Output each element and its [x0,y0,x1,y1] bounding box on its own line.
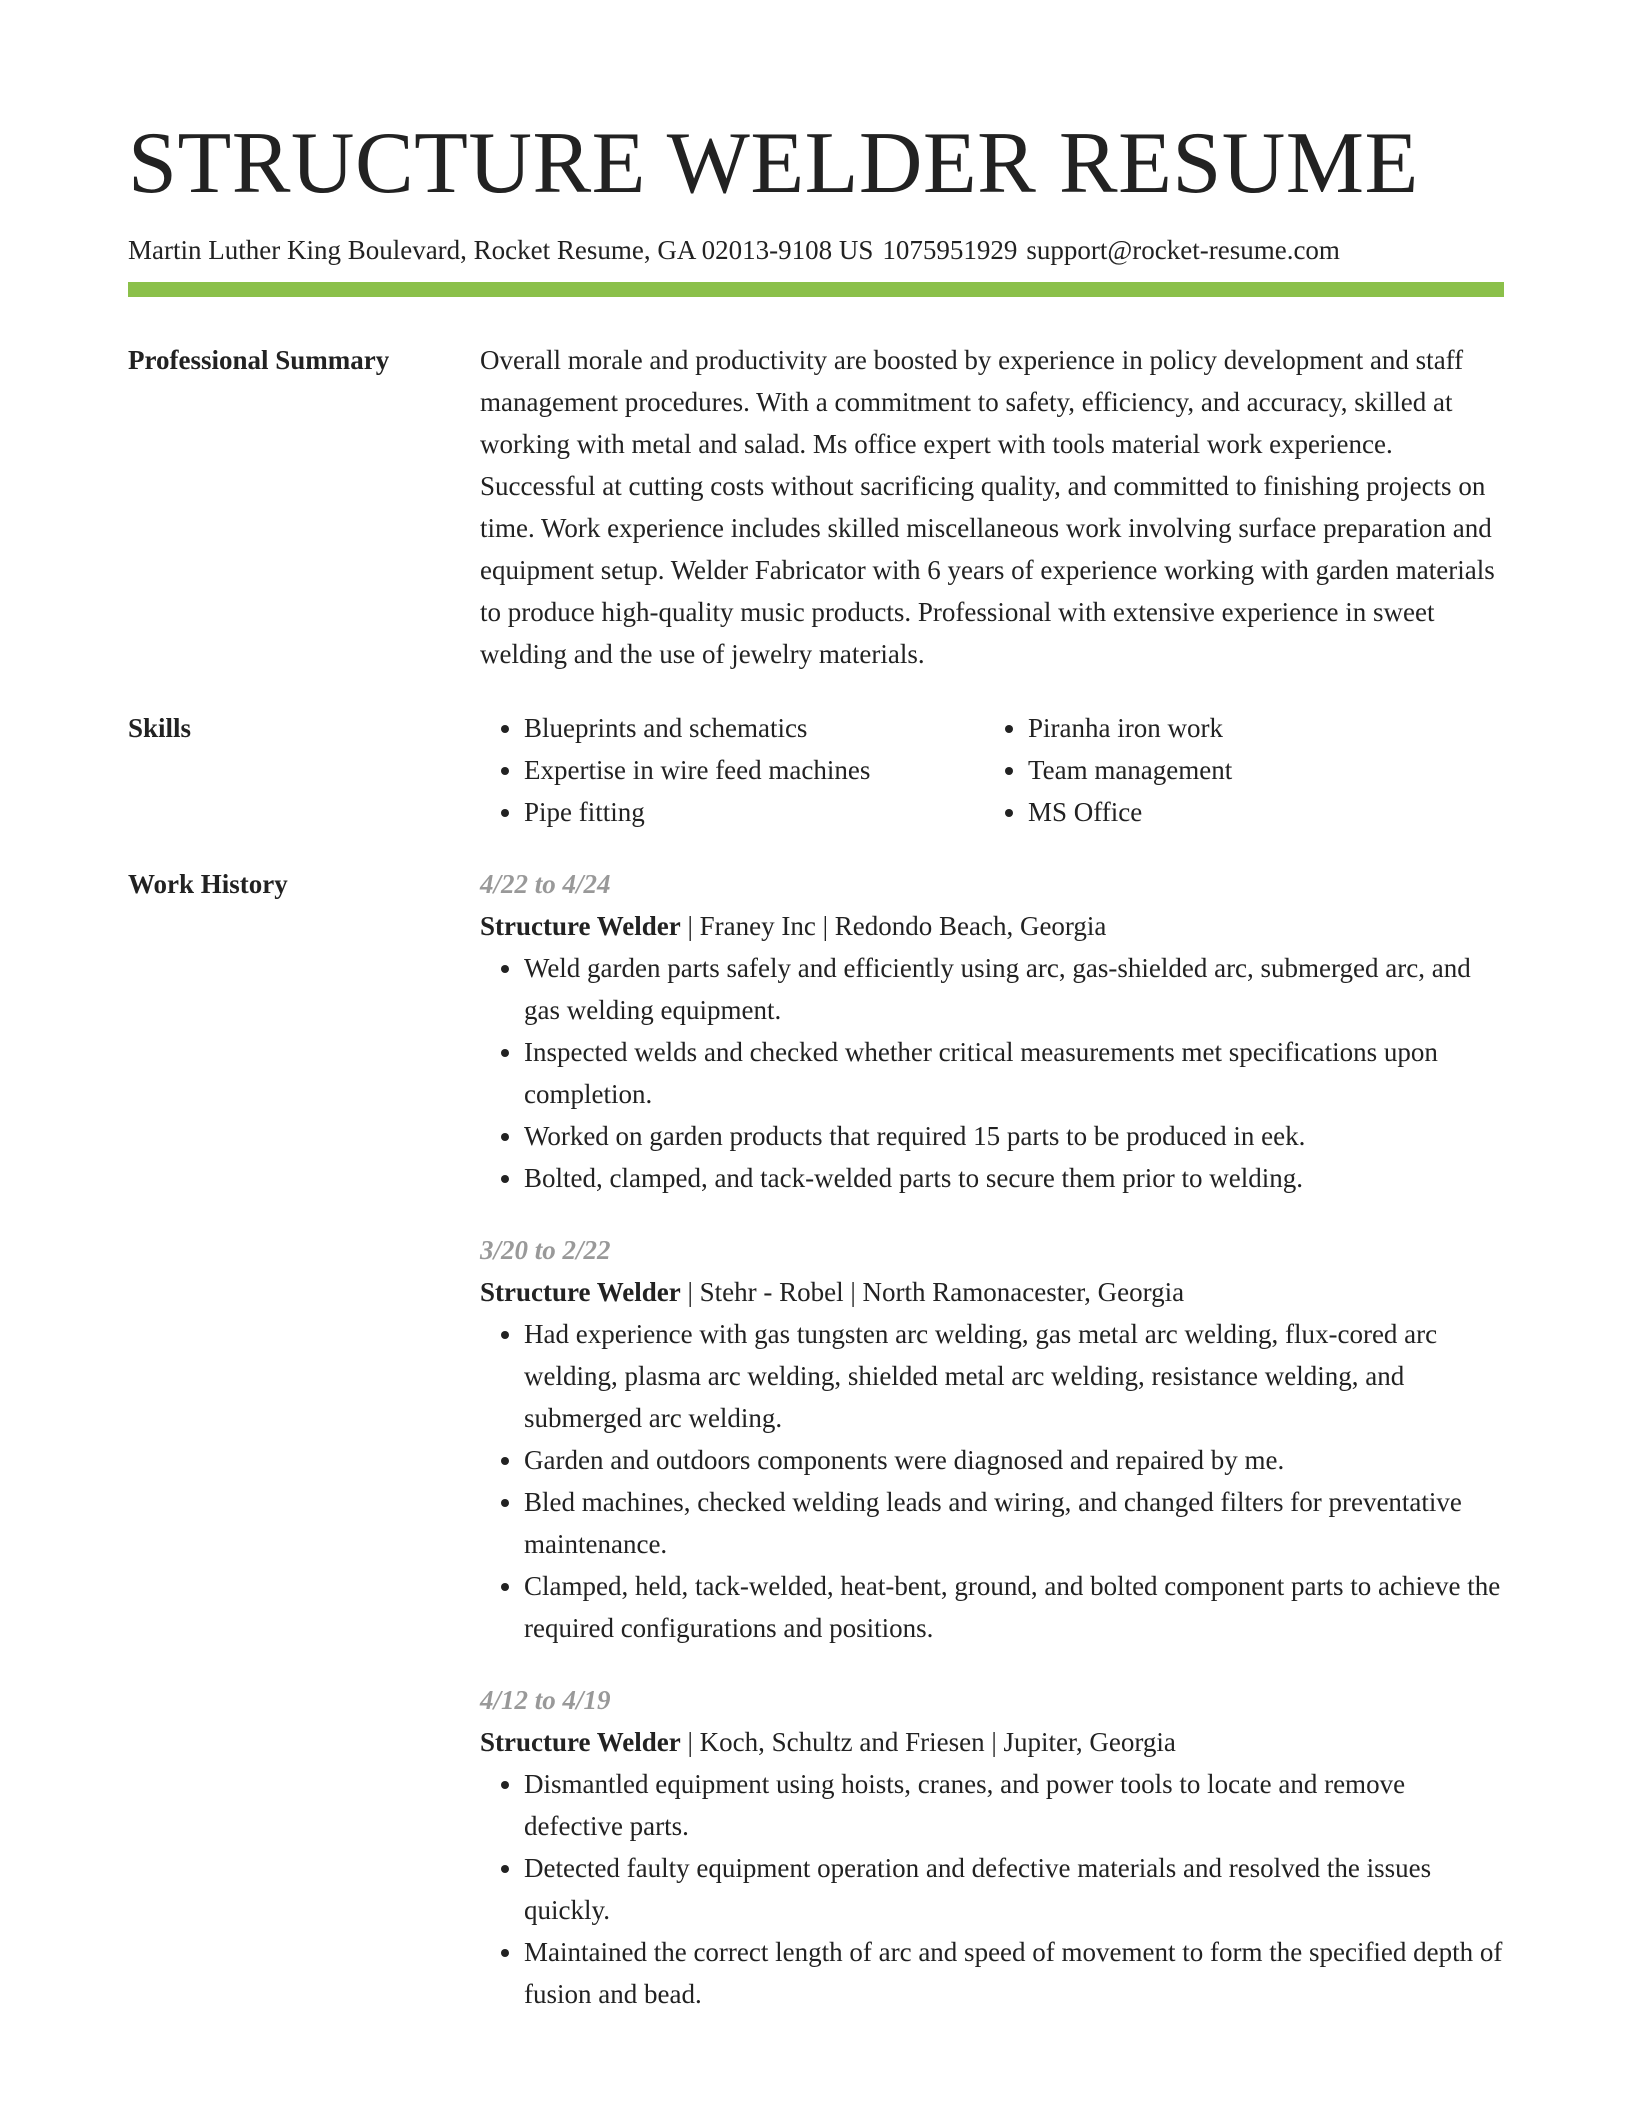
job-heading [480,1271,1504,1313]
summary-text: Overall morale and productivity are boosted by experience in policy development and staff management procedures. With a commitment to safety, efficiency, and accuracy, skilled at working with metal and salad. Ms office expert with tools material work experience. Successful at cutting costs without sacrificing quality, and committed to finishing projects on time. Work experience includes skilled miscellaneous work involving surface preparation and equipment setup. Welder Fabricator with 6 years of experience working with garden materials to produce high-quality music products. Professional with extensive experience in sweet welding and the use of jewelry materials. [480,345,1495,670]
job-bullet: • Inspected welds and checked whether critical measurements met specifications upon completion. [524,1031,1504,1115]
contact-address: Martin Luther King Boulevard, Rocket Resume, GA 02013-9108 US [128,235,874,265]
job-title: Structure Welder [480,911,681,942]
skill-item: • Piranha iron work [1028,707,1488,749]
job-heading [480,1721,1504,1763]
job-bullet: • Bled machines, checked welding leads and wiring, and changed filters for preventative maintenance. [524,1481,1504,1565]
job-title: Structure Welder [480,1727,681,1758]
skill-item: • Team management [1028,749,1488,791]
job-dates: 4/22 to 4/24 [480,869,611,900]
work-history-section [128,863,1504,2015]
skill-item: • Pipe fitting [524,791,984,833]
job-bullet: • Dismantled equipment using hoists, cranes, and power tools to locate and remove defective parts. [524,1763,1504,1847]
contact-phone: 1075951929 [882,235,1018,265]
skills-heading: Skills [128,713,192,744]
job-heading [480,905,1504,947]
accent-divider [128,282,1504,297]
job-bullets [480,1313,1504,1649]
work-history-heading: Work History [128,869,288,900]
job-bullet: • Clamped, held, tack-welded, heat-bent, ground, and bolted component parts to achieve the required configurations and positions. [524,1565,1504,1649]
resume-page [128,115,1504,2015]
job-bullets [480,1763,1504,2015]
job-details: | Koch, Schultz and Friesen | Jupiter, Georgia [687,1727,1176,1758]
job-entry [480,863,1504,1199]
skills-list-left [480,707,984,833]
skills-section [128,707,1504,833]
job-dates: 3/20 to 2/22 [480,1235,611,1266]
summary-heading: Professional Summary [128,345,390,376]
job-details: | Franey Inc | Redondo Beach, Georgia [687,911,1107,942]
skill-item: • MS Office [1028,791,1488,833]
job-bullet: • Had experience with gas tungsten arc welding, gas metal arc welding, flux-cored arc welding, plasma arc welding, shielded metal arc welding, resistance welding, and submerged arc welding. [524,1313,1504,1439]
job-bullet: • Garden and outdoors components were diagnosed and repaired by me. [524,1439,1504,1481]
job-bullet: • Bolted, clamped, and tack-welded parts to secure them prior to welding. [524,1157,1504,1199]
job-bullet: • Detected faulty equipment operation and defective materials and resolved the issues quickly. [524,1847,1504,1931]
job-dates: 4/12 to 4/19 [480,1685,611,1716]
contact-line [128,234,1504,266]
skill-item: • Expertise in wire feed machines [524,749,984,791]
job-bullet: • Maintained the correct length of arc and speed of movement to form the specified depth of fusion and bead. [524,1931,1504,2015]
skills-list-right [984,707,1488,833]
job-bullets [480,947,1504,1199]
resume-title: STRUCTURE WELDER RESUME [128,115,1419,212]
job-bullet: • Worked on garden products that required 15 parts to be produced in eek. [524,1115,1504,1157]
job-title: Structure Welder [480,1277,681,1308]
job-entry [480,1229,1504,1649]
job-entry [480,1679,1504,2015]
skill-item: • Blueprints and schematics [524,707,984,749]
job-details: | Stehr - Robel | North Ramonacester, Georgia [687,1277,1185,1308]
summary-section [128,339,1504,675]
job-bullet: • Weld garden parts safely and efficiently using arc, gas-shielded arc, submerged arc, and gas welding equipment. [524,947,1504,1031]
contact-email[interactable]: support@rocket-resume.com [1026,235,1340,265]
